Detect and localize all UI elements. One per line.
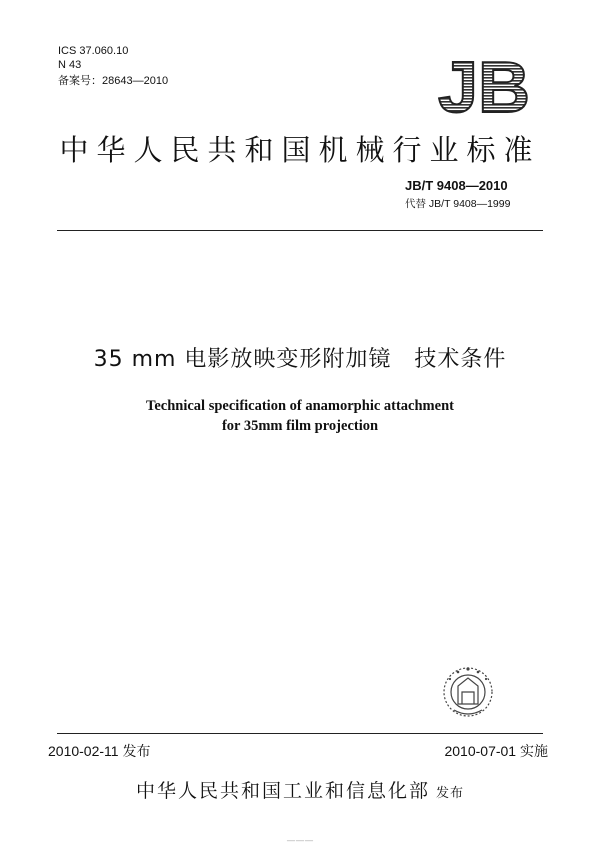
replaces-standard: 代替 JB/T 9408—1999 — [405, 198, 511, 210]
document-title-cn: 35 mm 电影放映变形附加镜 技术条件 — [93, 347, 507, 372]
standard-title: 中华人民共和国机械行业标准 — [59, 133, 541, 167]
footer-mark: ——— — [286, 836, 314, 846]
record-number: 备案号：28643—2010 — [58, 75, 169, 87]
ministry-name: 中华人民共和国工业和信息化部 — [135, 780, 430, 802]
ics-code: ICS 37.060.10 — [58, 45, 129, 57]
document-title-en-line1: Technical specification of anamorphic attachment — [146, 398, 454, 414]
document-title-en-line2: for 35mm film projection — [221, 418, 379, 434]
issue-date: 2010-02-11 发布 — [48, 743, 151, 759]
bottom-divider — [57, 733, 543, 734]
implementation-date: 2010-07-01 实施 — [444, 743, 548, 759]
classification-code: N 43 — [58, 59, 82, 71]
emblem-icon — [436, 660, 500, 728]
logo-text: JB — [437, 50, 531, 120]
issuing-ministry — [0, 776, 600, 803]
standard-number: JB/T 9408—2010 — [405, 178, 508, 193]
top-divider — [57, 230, 543, 231]
publish-label: 发布 — [436, 786, 465, 801]
jb-logo-icon — [428, 50, 540, 120]
